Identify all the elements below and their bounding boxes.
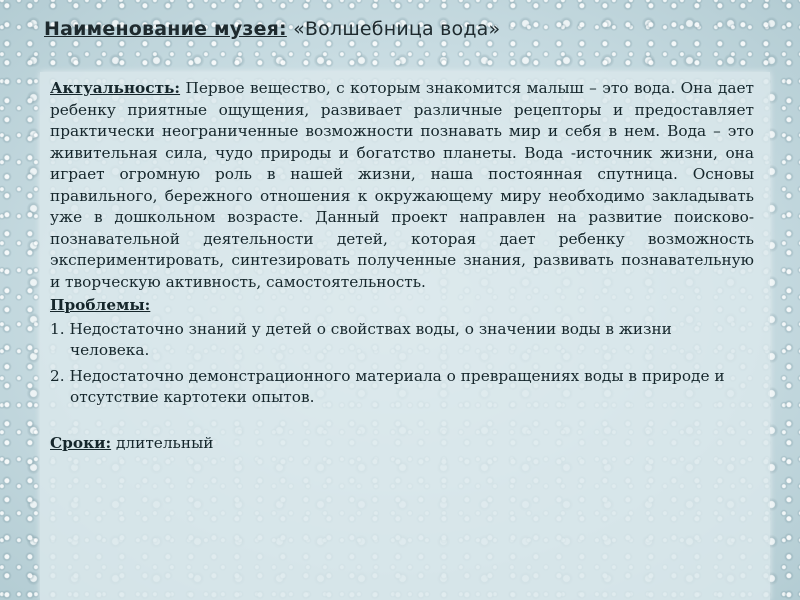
page-title — [44, 18, 764, 40]
terms-value: длительный — [111, 433, 214, 452]
problems-heading: Проблемы: — [50, 296, 151, 314]
terms-label: Сроки: — [50, 433, 112, 452]
title-label: Наименование музея: — [44, 18, 287, 40]
content-text — [50, 78, 754, 454]
terms-line — [50, 433, 754, 455]
problem-item: 2. Недостаточно демонстрационного материала о превращениях воды в природе и отсутствие картотеки опытов. — [50, 366, 725, 406]
relevance-text: Первое вещество, с которым знакомится малыш – это вода. Она дает ребенку приятные ощущения, развивает различные рецепторы и предоставляет практически неограниченные возможности познавать мир и себя в нем. Вода – это живительная сила, чудо природы и богатство планеты. Вода -источник жизни, она играет огромную роль в нашей жизни, наша постоянная спутница. Основы правильного, бережного отношения к окружающему миру необходимо закладывать уже в дошкольном возрасте. Данный проект направлен на развитие поисково-познавательной деятельности детей, которая дает ребенку возможность экспериментировать, синтезировать полученные знания, развивать познавательную и творческую активность, самостоятельность. — [50, 79, 754, 291]
relevance-paragraph — [50, 78, 754, 293]
problem-item: 1. Недостаточно знаний у детей о свойствах воды, о значении воды в жизни человека. — [50, 319, 672, 359]
museum-name: «Волшебница вода» — [286, 18, 501, 40]
relevance-label: Актуальность: — [50, 79, 181, 97]
